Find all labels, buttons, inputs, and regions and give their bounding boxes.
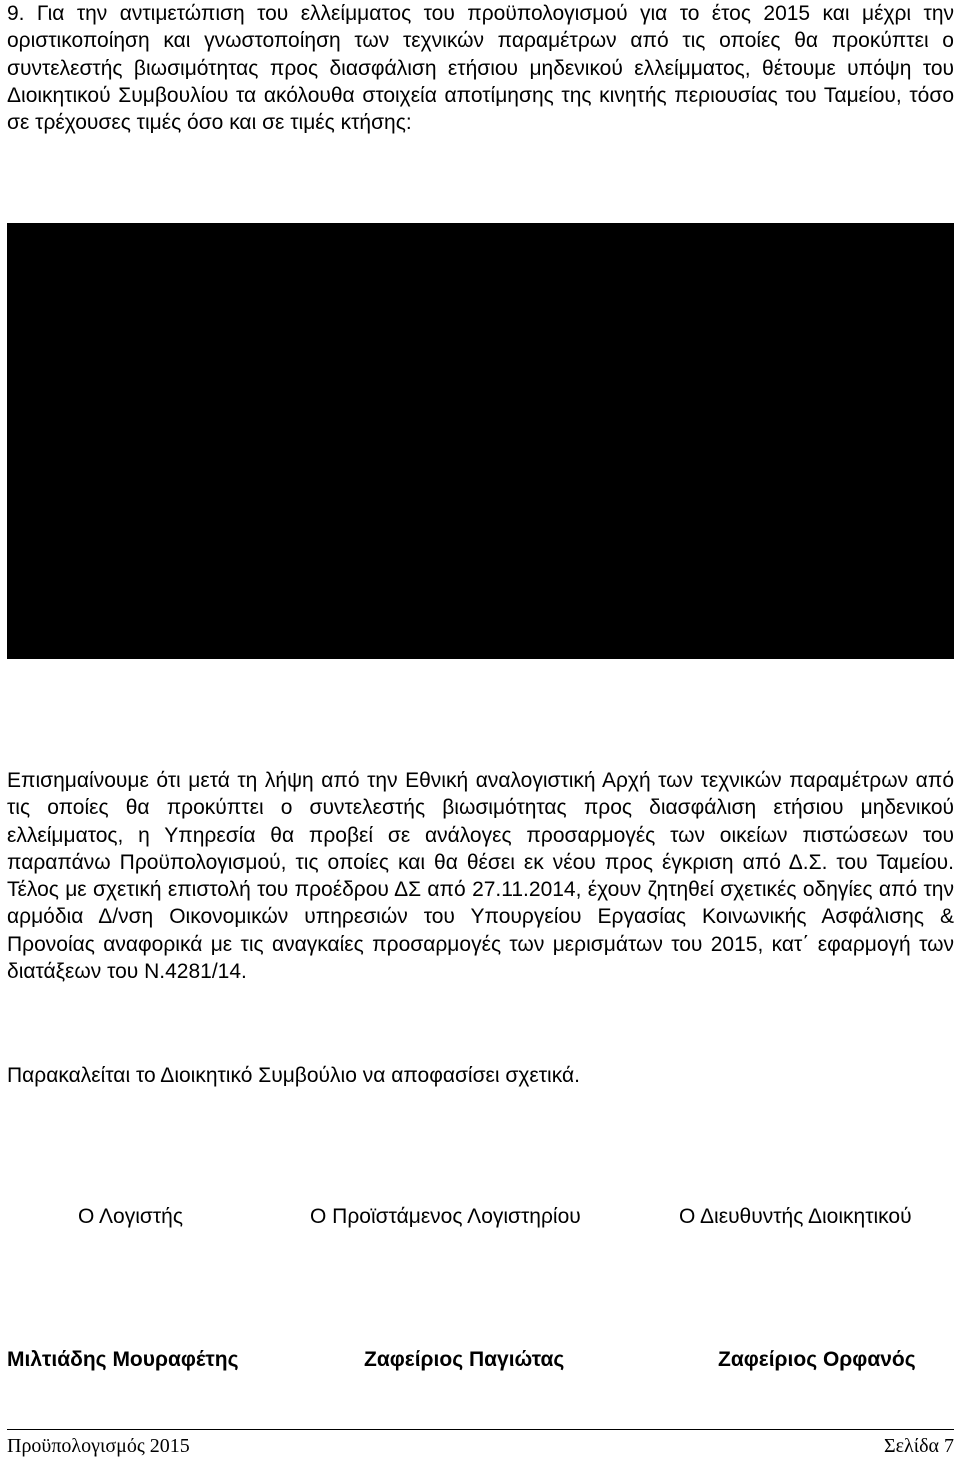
role-head-of-accounting: Ο Προϊστάμενος Λογιστηρίου xyxy=(310,1205,581,1228)
note-paragraph: Επισημαίνουμε ότι μετά τη λήψη από την Εθνική αναλογιστική Αρχή των τεχνικών παραμέτρων από τις οποίες θα προκύπτει ο συντελεστής βιωσιμότητας προς διασφάλιση ετήσιου μηδενικού ελλείμματος, η Υπηρεσία θα προβεί σε ανάλογες προσαρμογές των οικείων πιστώσεων του παραπάνω Προϋπολογισμού, τις οποίες και θα θέσει εκ νέου προς έγκριση από Δ.Σ. του Ταμείου. Τέλος με σχετική επιστολή του προέδρου ΔΣ από 27.11.2014, έχουν ζητηθεί σχετικές οδηγίες από την αρμόδια Δ/νση Οικονομικών υπηρεσιών του Υπουργείου Εργασίας Κοινωνικής Ασφάλισης & Προνοίας αναφορικά με τις αναγκαίες προσαρμογές των μερισμάτων του 2015, κατ΄ εφαρμογή των διατάξεων του Ν.4281/14. xyxy=(7,769,954,984)
footer-document-title: Προϋπολογισμός 2015 xyxy=(7,1435,190,1457)
footer-divider xyxy=(7,1429,954,1430)
name-accountant: Μιλτιάδης Μουραφέτης xyxy=(7,1348,239,1371)
name-administrative-director: Ζαφείριος Ορφανός xyxy=(718,1348,916,1371)
signature-names-row xyxy=(7,1345,954,1375)
redacted-table-block xyxy=(7,223,954,659)
role-administrative-director: Ο Διευθυντής Διοικητικού xyxy=(679,1205,912,1228)
role-accountant: Ο Λογιστής xyxy=(78,1205,183,1228)
closing-paragraph: Παρακαλείται το Διοικητικό Συμβούλιο να αποφασίσει σχετικά. xyxy=(7,1064,580,1087)
name-head-of-accounting: Ζαφείριος Παγιώτας xyxy=(364,1348,565,1371)
intro-paragraph: 9. Για την αντιμετώπιση του ελλείμματος του προϋπολογισμού για το έτος 2015 και μέχρι την οριστικοποίηση και γνωστοποίηση των τεχνικών παραμέτρων από τις οποίες θα προκύπτει ο συντελεστής βιωσιμότητας προς διασφάλιση ετήσιου μηδενικού ελλείμματος, θέτουμε υπόψη του Διοικητικού Συμβουλίου τα ακόλουθα στοιχεία αποτίμησης της κινητής περιουσίας του Ταμείου, τόσο σε τρέχουσες τιμές όσο και σε τιμές κτήσης: xyxy=(7,2,954,135)
signature-roles-row xyxy=(7,1202,954,1232)
footer-page-number: Σελίδα 7 xyxy=(883,1435,954,1457)
